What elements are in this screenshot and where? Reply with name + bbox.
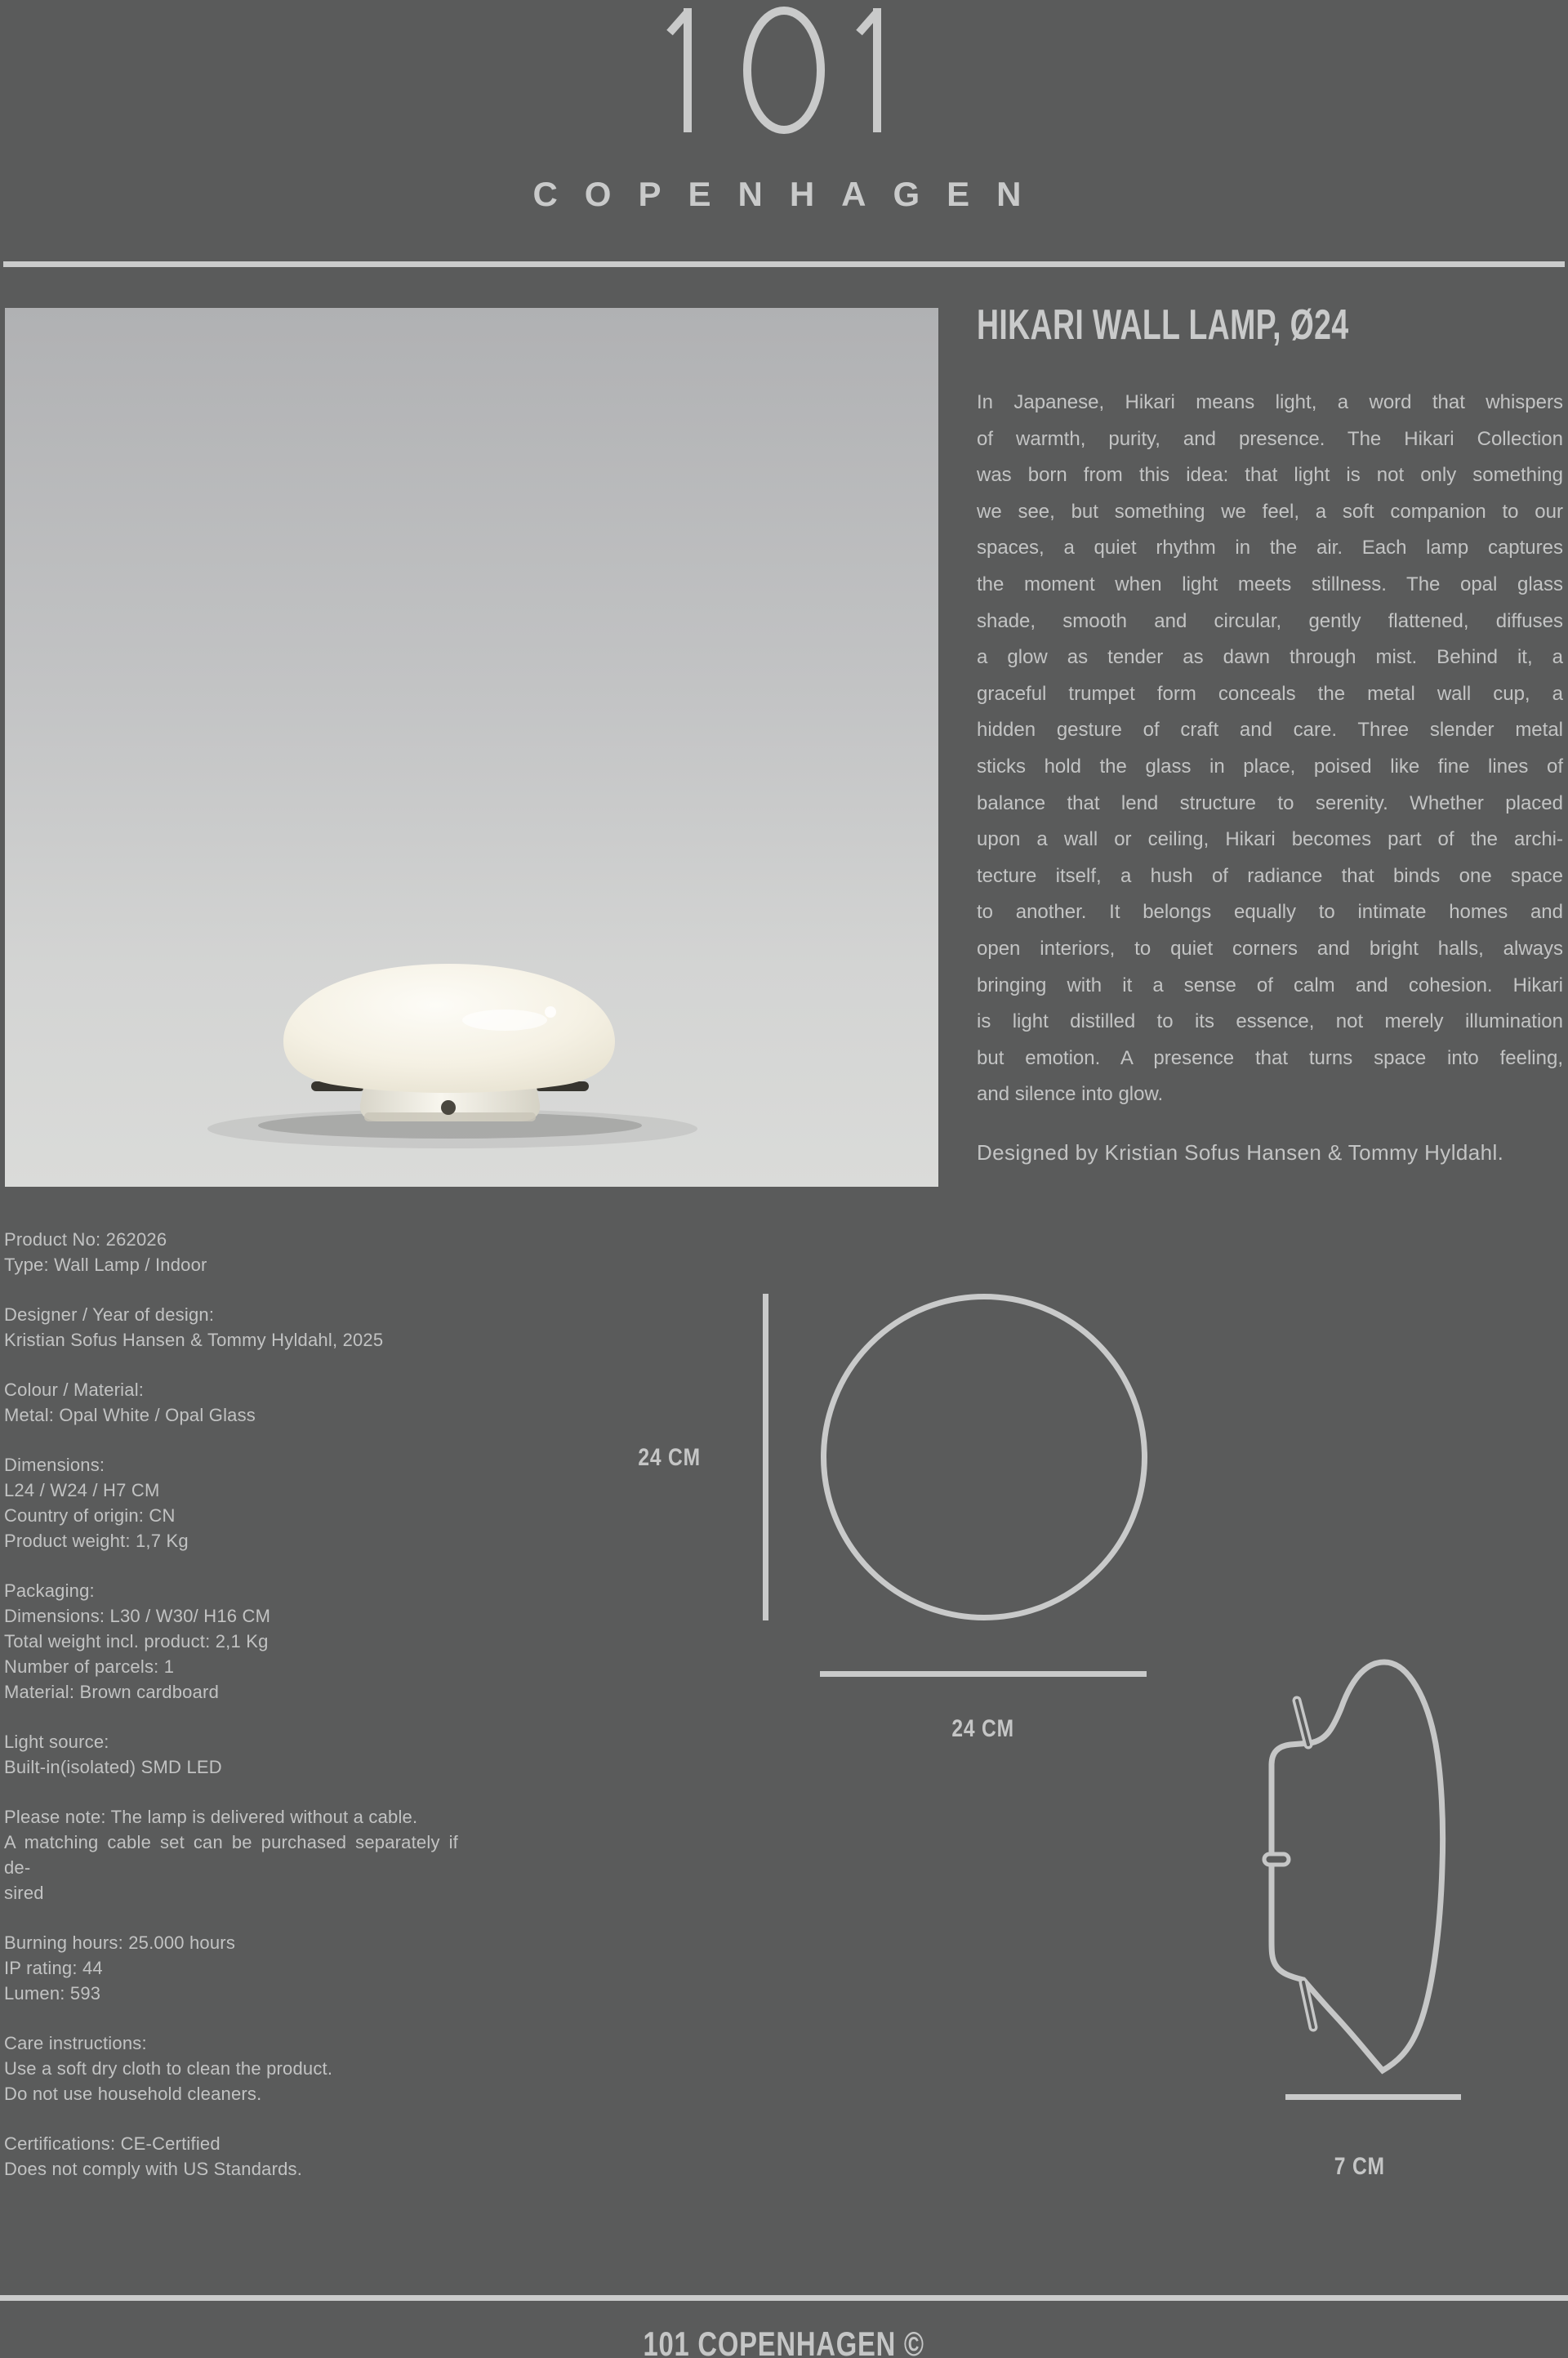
designer-credit: Designed by Kristian Sofus Hansen & Tommy Hyldahl. <box>977 1140 1504 1165</box>
spec-group <box>4 1578 458 1705</box>
product-photo <box>5 308 938 1187</box>
brand-logo-101-icon <box>662 7 906 134</box>
spec-line: Total weight incl. product: 2,1 Kg <box>4 1631 269 1651</box>
spec-group <box>4 1729 458 1780</box>
spec-line: Please note: The lamp is delivered without a cable. <box>4 1807 418 1827</box>
description-line: shade, smooth and circular, gently flattened, diffuses <box>977 609 1563 632</box>
spec-line: A matching cable set can be purchased separately if de- <box>4 1832 458 1878</box>
spec-line: Product weight: 1,7 Kg <box>4 1531 189 1551</box>
description-line: and silence into glow. <box>977 1083 1164 1106</box>
spec-line: Colour / Material: <box>4 1380 145 1400</box>
spec-group <box>4 1804 458 1906</box>
spec-line: Material: Brown cardboard <box>4 1682 220 1702</box>
spec-group <box>4 2131 458 2182</box>
side-view-outline-drawing <box>1258 1650 1454 2091</box>
spec-line: Light source: <box>4 1732 109 1752</box>
lamp-photo-illustration <box>5 308 938 1187</box>
front-view-width-label: 24 CM <box>951 1715 1015 1742</box>
spec-line: Product No: 262026 <box>4 1229 167 1250</box>
spec-line: Country of origin: CN <box>4 1505 176 1526</box>
product-title: HIKARI WALL LAMP, Ø24 <box>977 301 1349 349</box>
description-line: tecture itself, a hush of radiance that binds one space <box>977 864 1563 887</box>
description-line: balance that lend structure to serenity. Whether placed <box>977 791 1563 814</box>
spec-group <box>4 1930 458 2006</box>
spec-line: Dimensions: L30 / W30/ H16 CM <box>4 1606 271 1626</box>
spec-group <box>4 1302 458 1353</box>
description-line: is light distilled to its essence, not merely illumination <box>977 1010 1563 1033</box>
spec-line: Lumen: 593 <box>4 1983 101 2004</box>
spec-line: Number of parcels: 1 <box>4 1656 175 1677</box>
description-line: to another. It belongs equally to intimate homes and <box>977 901 1563 924</box>
footer-divider <box>0 2295 1568 2301</box>
footer-brand-text: 101 COPENHAGEN © <box>643 2325 925 2358</box>
description-line: In Japanese, Hikari means light, a word that whispers <box>977 391 1563 413</box>
spec-line: Dimensions: <box>4 1455 105 1475</box>
spec-line: Care instructions: <box>4 2033 147 2053</box>
spec-line: Designer / Year of design: <box>4 1304 215 1325</box>
spec-line: Packaging: <box>4 1580 95 1601</box>
front-view-height-measure-line <box>763 1294 768 1620</box>
description-line: the moment when light meets stillness. The opal glass <box>977 573 1563 595</box>
front-view-circle-outline <box>821 1294 1147 1620</box>
front-view-height-label: 24 CM <box>638 1444 702 1471</box>
description-line: of warmth, purity, and presence. The Hikari Collection <box>977 427 1563 450</box>
description-line: was born from this idea: that light is not only something <box>977 464 1563 487</box>
spec-line: Built-in(isolated) SMD LED <box>4 1757 222 1777</box>
spec-group <box>4 1452 458 1553</box>
spec-group <box>4 1227 458 1277</box>
spec-line: sired <box>4 1883 44 1903</box>
spec-line: Burning hours: 25.000 hours <box>4 1932 236 1953</box>
description-line: a glow as tender as dawn through mist. Behind it, a <box>977 646 1563 669</box>
spec-group <box>4 1377 458 1428</box>
spec-line: Does not comply with US Standards. <box>4 2159 303 2179</box>
description-line: we see, but something we feel, a soft companion to our <box>977 500 1563 523</box>
side-view-depth-measure-line <box>1285 2094 1461 2100</box>
description-line: sticks hold the glass in place, poised like fine lines of <box>977 755 1563 778</box>
description-line: hidden gesture of craft and care. Three slender metal <box>977 719 1563 742</box>
spec-line: IP rating: 44 <box>4 1958 103 1978</box>
spec-line: Do not use household cleaners. <box>4 2084 262 2104</box>
spec-line: Type: Wall Lamp / Indoor <box>4 1255 207 1275</box>
header-divider <box>3 261 1565 267</box>
description-line: graceful trumpet form conceals the metal wall cup, a <box>977 682 1563 705</box>
spec-list <box>4 1227 458 2206</box>
description-line: open interiors, to quiet corners and bright halls, always <box>977 937 1563 960</box>
spec-line: Use a soft dry cloth to clean the product. <box>4 2058 333 2079</box>
spec-line: L24 / W24 / H7 CM <box>4 1480 160 1500</box>
description-line: bringing with it a sense of calm and cohesion. Hikari <box>977 974 1563 996</box>
brand-logo-wordmark: COPENHAGEN <box>532 175 1049 213</box>
front-view-width-measure-line <box>820 1671 1147 1677</box>
description-line: spaces, a quiet rhythm in the air. Each lamp captures <box>977 537 1563 559</box>
spec-line: Kristian Sofus Hansen & Tommy Hyldahl, 2025 <box>4 1330 384 1350</box>
side-view-depth-label: 7 CM <box>1334 2153 1386 2180</box>
spec-group <box>4 2030 458 2106</box>
description-line: but emotion. A presence that turns space into feeling, <box>977 1046 1563 1069</box>
spec-line: Metal: Opal White / Opal Glass <box>4 1405 256 1425</box>
product-description <box>977 385 1563 1113</box>
spec-line: Certifications: CE-Certified <box>4 2133 220 2154</box>
description-line: upon a wall or ceiling, Hikari becomes part of the archi- <box>977 828 1563 851</box>
